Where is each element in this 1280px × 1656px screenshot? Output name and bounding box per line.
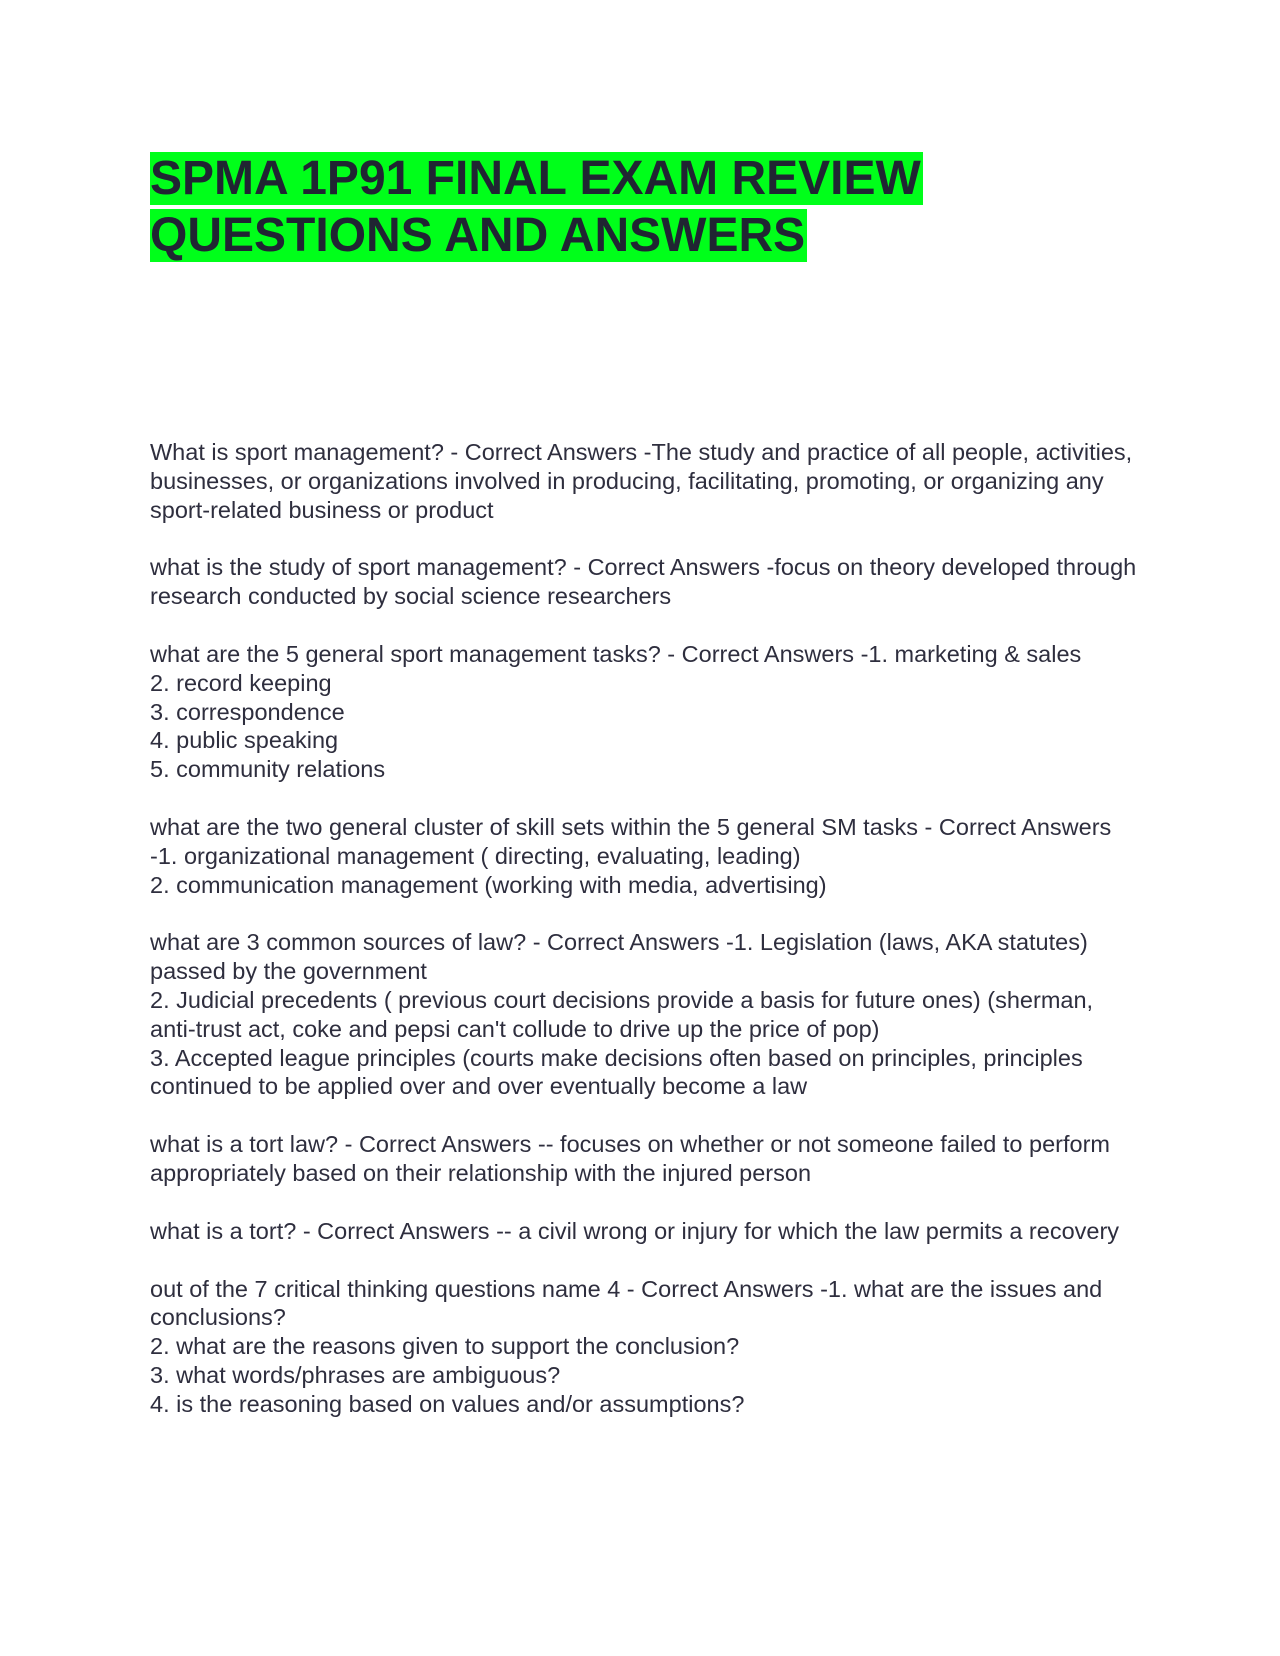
qa-item: [150, 813, 1140, 899]
qa-text: [150, 1275, 1140, 1419]
qa-line: what is the study of sport management? - Correct Answers -focus on theory developed through research conducted by social science researchers: [150, 554, 1137, 610]
qa-item: [150, 553, 1140, 611]
qa-line: out of the 7 critical thinking questions name 4 - Correct Answers -1. what are the issues and conclusions?: [150, 1275, 1103, 1331]
document-title: [150, 150, 1130, 264]
qa-line: 5. community relations: [150, 756, 386, 783]
qa-item: [150, 928, 1140, 1101]
qa-line: 2. what are the reasons given to support the conclusion?: [150, 1333, 740, 1360]
qa-item: [150, 1217, 1140, 1246]
qa-text: [150, 813, 1140, 899]
qa-item: [150, 640, 1140, 784]
qa-list: [150, 438, 1140, 1448]
qa-line: 3. what words/phrases are ambiguous?: [150, 1361, 561, 1388]
qa-line: 4. public speaking: [150, 727, 339, 754]
qa-item: [150, 1275, 1140, 1419]
title-line-1: SPMA 1P91 FINAL EXAM REVIEW: [150, 152, 921, 205]
qa-text: [150, 1217, 1140, 1246]
qa-text: [150, 640, 1140, 784]
qa-line: what are the 5 general sport management tasks? - Correct Answers -1. marketing & sales: [150, 640, 1082, 667]
qa-line: what are the two general cluster of skill sets within the 5 general SM tasks - Correct Answers -1. organizational management ( directing, evaluating, leading): [150, 813, 1112, 869]
qa-text: [150, 438, 1140, 524]
qa-text: [150, 553, 1140, 611]
document-page: [150, 150, 1137, 1417]
qa-item: [150, 1130, 1140, 1188]
qa-text: [150, 1130, 1140, 1188]
qa-line: What is sport management? - Correct Answers -The study and practice of all people, activities, businesses, or organizations involved in producing, facilitating, promoting, or organizing any sport-related business or product: [150, 439, 1133, 523]
qa-line: 2. communication management (working with media, advertising): [150, 871, 827, 898]
title-line-2: QUESTIONS AND ANSWERS: [150, 209, 806, 262]
qa-item: [150, 438, 1140, 524]
qa-line: what is a tort? - Correct Answers -- a civil wrong or injury for which the law permits a recovery: [150, 1217, 1120, 1244]
qa-line: 2. Judicial precedents ( previous court decisions provide a basis for future ones) (sherman, anti-trust act, coke and pepsi can't collude to drive up the price of pop): [150, 986, 1094, 1042]
qa-line: what is a tort law? - Correct Answers -- focuses on whether or not someone failed to perform appropriately based on their relationship with the injured person: [150, 1131, 1111, 1186]
qa-line: 3. correspondence: [150, 698, 345, 725]
qa-text: [150, 928, 1140, 1101]
qa-line: 3. Accepted league principles (courts make decisions often based on principles, principles continued to be applied over and over eventually become a law: [150, 1044, 1083, 1100]
qa-line: 4. is the reasoning based on values and/or assumptions?: [150, 1390, 745, 1417]
qa-line: what are 3 common sources of law? - Correct Answers -1. Legislation (laws, AKA statutes) passed by the government: [150, 929, 1088, 985]
qa-line: 2. record keeping: [150, 669, 332, 696]
